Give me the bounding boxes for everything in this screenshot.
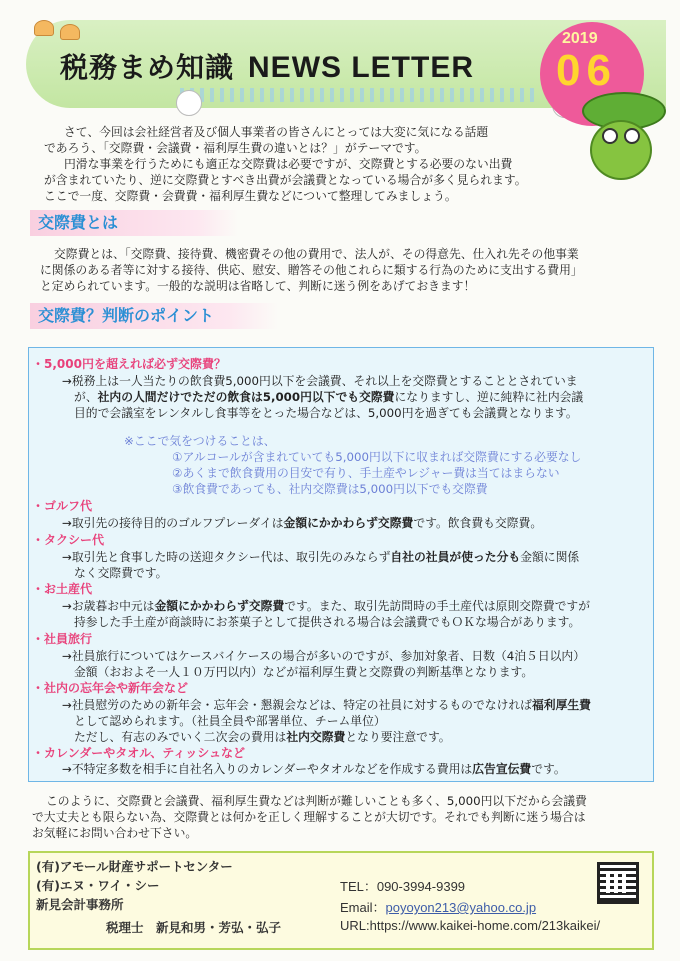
- definition-line: に関係のある者等に対する接待、供応、慰安、贈答その他これらに類する行為のために支出する費用」: [40, 263, 583, 277]
- definition-line: 交際費とは、「交際費、接待費、機密費その他の費用で、法人が、その得意先、仕入れ先その他事業: [54, 247, 579, 261]
- intro-line: 円滑な事業を行うためにも適正な交際費は必要ですが、交際費とする必要のない出費: [64, 157, 513, 171]
- point-text: →社員旅行についてはケースバイケースの場合が多いのですが、参加対象者、日数（4泊５日以内）: [62, 649, 586, 663]
- frog-eye-icon: [624, 128, 640, 144]
- email-link[interactable]: poyoyon213@yahoo.co.jp: [385, 900, 537, 915]
- phone-number: TEL：090-3994-9399: [340, 879, 466, 894]
- staff-names: 税理士 新見和男・芳弘・弘子: [106, 920, 282, 935]
- issue-number: 06: [556, 46, 617, 95]
- point-title: ・5,000円を超えれば必ず交際費？: [32, 357, 226, 371]
- point-text: →社員慰労のための新年会・忘年会・懇親会などは、特定の社員に対するものでなければ福利厚生費: [62, 698, 591, 712]
- point-text: 金額（おおよそ一人１０万円以内）などが福利厚生費と交際費の判断基準となります。: [74, 665, 534, 679]
- website-url[interactable]: URL:https://www.kaikei-home.com/213kaikei/: [340, 918, 601, 933]
- org-name: 新見会計事務所: [36, 897, 124, 912]
- point-text: が、社内の人間だけでただの飲食は5,000円以下でも交際費になりますし、逆に純粋に社内会議: [74, 390, 584, 404]
- section-heading-judgement-points: 交際費？判断のポイント: [30, 303, 278, 329]
- point-title: ・社員旅行: [32, 632, 93, 646]
- point-text: 持参した手土産が商談時にお茶菓子として提供される場合は会議費でもＯＫな場合があります。: [74, 615, 581, 629]
- org-name: (有)アモール財産サポートセンター: [36, 859, 233, 874]
- intro-line: が含まれていたり、逆に交際費とすべき出費が会議費となっている場合が多く見られます。: [44, 173, 527, 187]
- point-text: →税務上は一人当たりの飲食費5,000円以下を会議費、それ以上を交際費とすることとされていま: [62, 374, 578, 388]
- point-text: →取引先と食事した時の送迎タクシー代は、取引先のみならず自社の社員が使った分も金額に関係: [62, 550, 580, 564]
- org-name: (有)エヌ・ワイ・シー: [36, 878, 160, 893]
- frog-eye-icon: [602, 128, 618, 144]
- note-heading: ※ここで気をつけることは、: [124, 434, 276, 448]
- definition-line: と定められています。一般的な説明は省略して、判断に迷う例をあげておきます！: [40, 279, 476, 293]
- email-row: Email：poyoyon213@yahoo.co.jp: [340, 900, 537, 915]
- point-text: →お歳暮お中元は金額にかかわらず交際費です。また、取引先訪問時の手土産代は原則交際費ですが: [62, 599, 591, 613]
- snail-icon: [34, 20, 54, 36]
- intro-line: さて、今回は会社経営者及び個人事業者の皆さんにとっては大変に気になる話題: [64, 125, 489, 139]
- closing-line: お気軽にお問い合わせ下さい。: [32, 826, 198, 840]
- intro-line: ここで一度、交際費・会費費・福利厚生費などについて整理してみましょう。: [44, 189, 457, 203]
- point-title: ・社内の忘年会や新年会など: [32, 681, 189, 695]
- frog-icon: [590, 120, 652, 180]
- point-title: ・カレンダーやタオル、ティッシュなど: [32, 746, 246, 760]
- point-title: ・お土産代: [32, 582, 93, 596]
- newsletter-title: 税務まめ知識 NEWS LETTER: [60, 51, 475, 84]
- point-text: 目的で会議室をレンタルし食事等をとった場合などは、5,000円を過ぎても会議費となります。: [74, 406, 578, 420]
- decorative-dots: [180, 88, 540, 102]
- closing-line: で大丈夫とも限らない為、交際費とは何かを正しく理解することが大切です。それでも判断に迷う場合は: [32, 810, 586, 824]
- qr-code-icon: [597, 862, 639, 904]
- point-text: として認められます。（社員全員や部署単位、チーム単位）: [74, 714, 386, 728]
- snail-icon: [60, 24, 80, 40]
- teru-bozu-icon: [176, 90, 202, 116]
- section-heading-kosaihi: 交際費とは: [30, 210, 238, 236]
- point-text: →不特定多数を相手に自社名入りのカレンダーやタオルなどを作成する費用は広告宣伝費です。: [62, 762, 566, 776]
- issue-year: 2019: [562, 30, 598, 47]
- point-text: →取引先の接待目的のゴルフプレーダイは金額にかかわらず交際費です。飲食費も交際費。: [62, 516, 543, 530]
- point-title: ・ゴルフ代: [32, 499, 93, 513]
- closing-line: このように、交際費と会議費、福利厚生費などは判断が難しいことも多く、5,000円以下だから会議費: [46, 794, 587, 808]
- note-item: ①アルコールが含まれていても5,000円以下に収まれば交際費にする必要なし: [172, 450, 582, 464]
- note-item: ②あくまで飲食費用の目安で有り、手土産やレジャー費は当てはまらない: [172, 466, 560, 480]
- point-text: なく交際費です。: [74, 566, 168, 580]
- intro-line: であろう、「交際費・会議費・福利厚生費の違いとは？」がテーマです。: [44, 141, 427, 155]
- point-text: ただし、有志のみでいく二次会の費用は社内交際費となり要注意です。: [74, 730, 451, 744]
- note-item: ③飲食費であっても、社内交際費は5,000円以下でも交際費: [172, 482, 488, 496]
- point-title: ・タクシー代: [32, 533, 105, 547]
